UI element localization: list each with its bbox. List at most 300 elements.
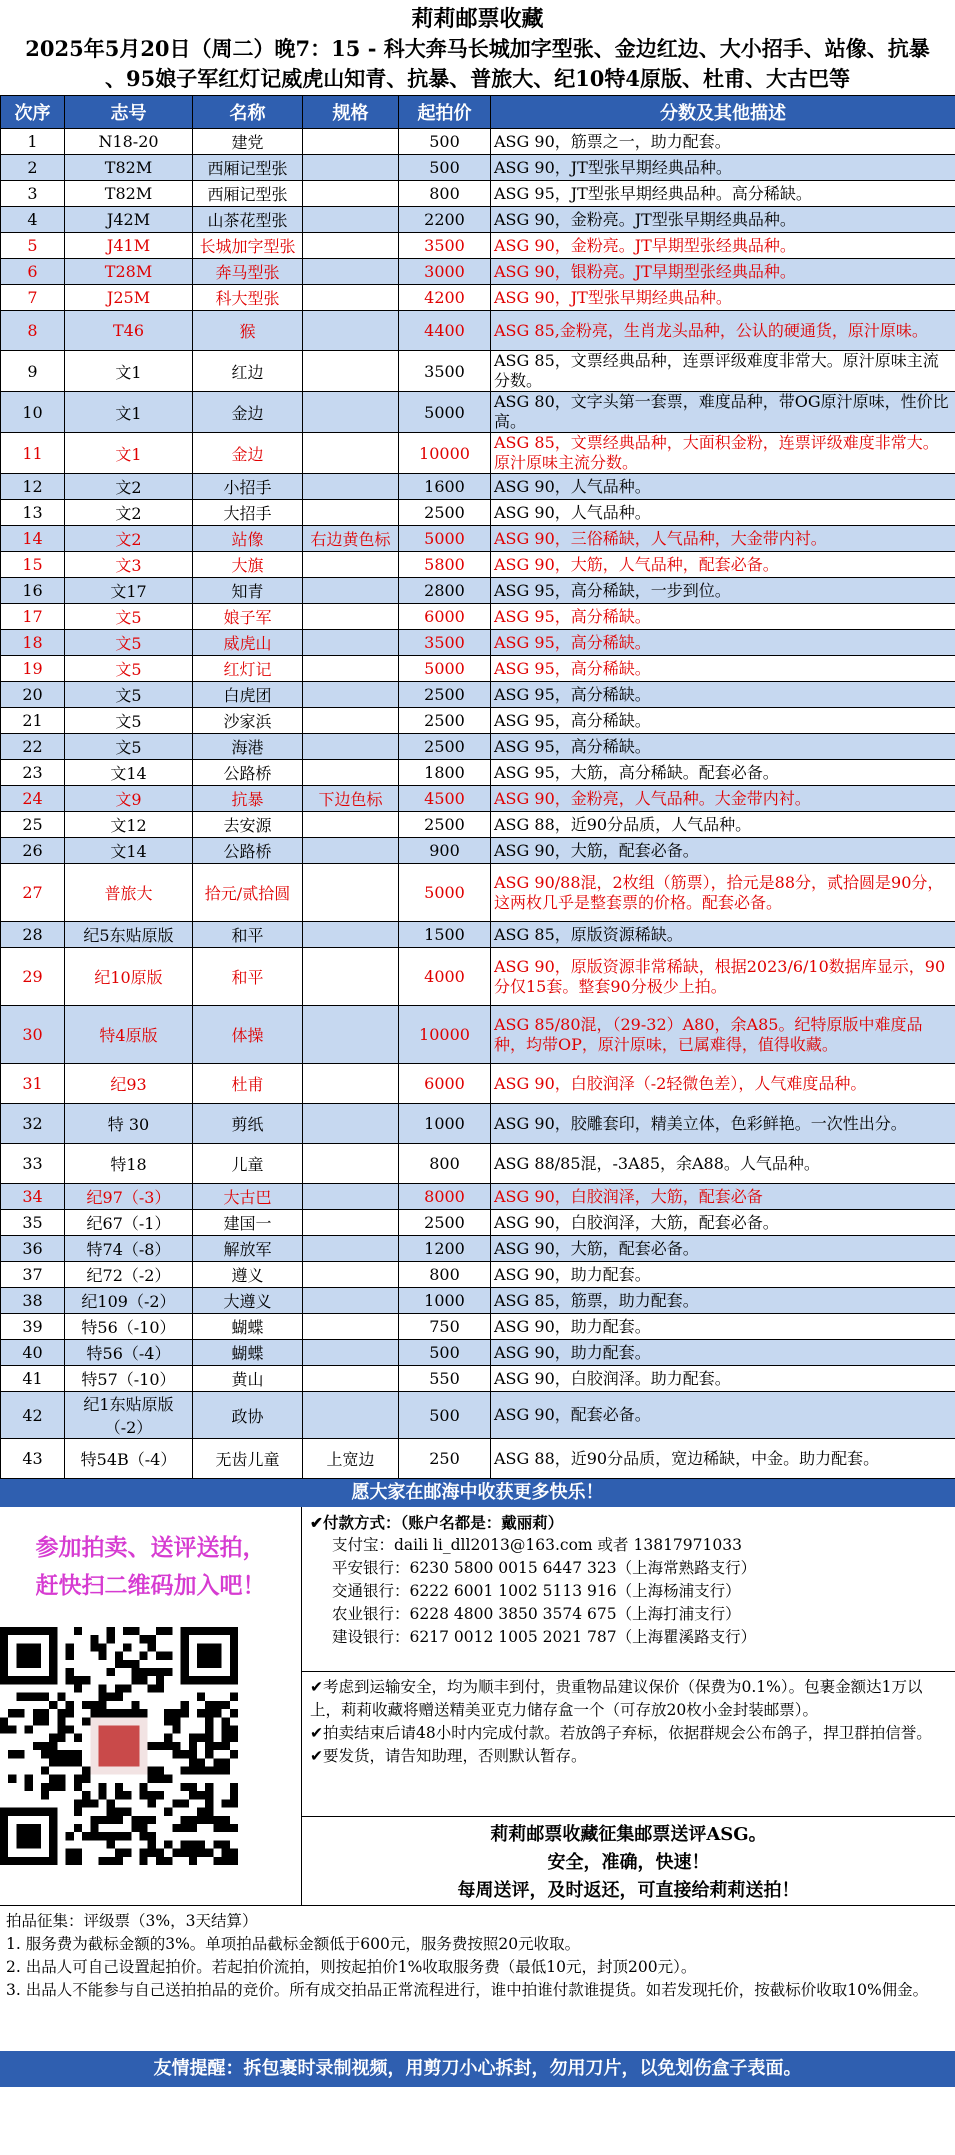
row-name: 黄山 bbox=[193, 1366, 303, 1392]
row-spec bbox=[303, 129, 399, 155]
info-right bbox=[302, 1507, 955, 1905]
page-header bbox=[0, 0, 955, 95]
table-row bbox=[1, 734, 955, 760]
row-no: 33 bbox=[1, 1144, 65, 1184]
row-code: 文3 bbox=[65, 552, 193, 578]
row-spec bbox=[303, 500, 399, 526]
row-price: 800 bbox=[399, 181, 491, 207]
promo-panel bbox=[0, 1507, 302, 1905]
row-desc: ASG 90，大筋，人气品种，配套必备。 bbox=[491, 552, 955, 578]
row-price: 2500 bbox=[399, 734, 491, 760]
table-row bbox=[1, 1288, 955, 1314]
row-name: 和平 bbox=[193, 948, 303, 1006]
row-desc: ASG 85，文票经典品种，大面积金粉，连票评级难度非常大。原汁原味主流分数。 bbox=[491, 433, 955, 474]
row-no: 34 bbox=[1, 1184, 65, 1210]
row-no: 2 bbox=[1, 155, 65, 181]
terms-item: 3. 出品人不能参与自己送拍拍品的竞价。所有成交拍品正常流程进行，谁中拍谁付款谁提货。如若发现托价，按截标价收取10%佣金。 bbox=[6, 1981, 929, 1999]
row-no: 24 bbox=[1, 786, 65, 812]
table-row bbox=[1, 760, 955, 786]
row-price: 2500 bbox=[399, 708, 491, 734]
row-code: 纪97（-3） bbox=[65, 1184, 193, 1210]
row-spec bbox=[303, 233, 399, 259]
col-name: 名称 bbox=[193, 96, 303, 129]
payment-info bbox=[302, 1507, 955, 1671]
row-code: 纪10原版 bbox=[65, 948, 193, 1006]
auction-table bbox=[0, 95, 955, 1479]
warning-banner: 友情提醒：拆包裹时录制视频，用剪刀小心拆封，勿用刀片，以免划伤盒子表面。 bbox=[0, 2051, 955, 2087]
row-desc: ASG 85，文票经典品种，连票评级难度非常大。原汁原味主流分数。 bbox=[491, 351, 955, 392]
row-spec bbox=[303, 1340, 399, 1366]
table-row bbox=[1, 838, 955, 864]
row-desc: ASG 90，助力配套。 bbox=[491, 1314, 955, 1340]
row-spec bbox=[303, 922, 399, 948]
col-spec: 规格 bbox=[303, 96, 399, 129]
row-spec bbox=[303, 656, 399, 682]
table-row bbox=[1, 433, 955, 474]
table-header-row bbox=[1, 96, 955, 129]
row-name: 白虎团 bbox=[193, 682, 303, 708]
table-row bbox=[1, 129, 955, 155]
table-row bbox=[1, 812, 955, 838]
row-no: 42 bbox=[1, 1392, 65, 1439]
row-name: 儿童 bbox=[193, 1144, 303, 1184]
row-price: 500 bbox=[399, 155, 491, 181]
row-name: 金边 bbox=[193, 433, 303, 474]
greeting-banner: 愿大家在邮海中收获更多快乐！ bbox=[0, 1479, 955, 1507]
row-code: 特4原版 bbox=[65, 1006, 193, 1064]
row-code: 纪5东贴原版 bbox=[65, 922, 193, 948]
row-spec bbox=[303, 392, 399, 433]
row-no: 40 bbox=[1, 1340, 65, 1366]
row-desc: ASG 90，大筋，配套必备。 bbox=[491, 1236, 955, 1262]
row-no: 30 bbox=[1, 1006, 65, 1064]
row-desc: ASG 95，JT型张早期经典品种。高分稀缺。 bbox=[491, 181, 955, 207]
row-no: 8 bbox=[1, 311, 65, 351]
row-price: 10000 bbox=[399, 433, 491, 474]
row-price: 500 bbox=[399, 129, 491, 155]
row-price: 1000 bbox=[399, 1104, 491, 1144]
row-no: 7 bbox=[1, 285, 65, 311]
bank-line: 平安银行：6230 5800 0015 6447 323（上海常熟路支行） bbox=[332, 1559, 757, 1577]
terms-item: 1. 服务费为截标金额的3%。单项拍品截标金额低于600元，服务费按照20元收取。 bbox=[6, 1935, 581, 1953]
row-desc: ASG 88，近90分品质，人气品种。 bbox=[491, 812, 955, 838]
row-name: 西厢记型张 bbox=[193, 155, 303, 181]
row-desc: ASG 90，白胶润泽。助力配套。 bbox=[491, 1366, 955, 1392]
row-code: 特18 bbox=[65, 1144, 193, 1184]
row-desc: ASG 85，原版资源稀缺。 bbox=[491, 922, 955, 948]
row-no: 18 bbox=[1, 630, 65, 656]
table-row bbox=[1, 1064, 955, 1104]
row-spec bbox=[303, 760, 399, 786]
row-code: 文1 bbox=[65, 392, 193, 433]
row-code: 特56（-10） bbox=[65, 1314, 193, 1340]
row-price: 2500 bbox=[399, 812, 491, 838]
row-price: 10000 bbox=[399, 1006, 491, 1064]
table-row bbox=[1, 922, 955, 948]
table-row bbox=[1, 948, 955, 1006]
row-spec bbox=[303, 1392, 399, 1439]
row-code: 文5 bbox=[65, 656, 193, 682]
row-spec bbox=[303, 578, 399, 604]
row-code: 纪1东贴原版（-2） bbox=[65, 1392, 193, 1439]
row-no: 17 bbox=[1, 604, 65, 630]
row-name: 知青 bbox=[193, 578, 303, 604]
row-no: 27 bbox=[1, 864, 65, 922]
row-name: 政协 bbox=[193, 1392, 303, 1439]
promo-line-1: 参加拍卖、送评送拍， bbox=[35, 1534, 266, 1561]
table-row bbox=[1, 1392, 955, 1439]
row-desc: ASG 95，大筋，高分稀缺。配套必备。 bbox=[491, 760, 955, 786]
row-no: 29 bbox=[1, 948, 65, 1006]
table-row bbox=[1, 474, 955, 500]
row-price: 5000 bbox=[399, 656, 491, 682]
row-no: 37 bbox=[1, 1262, 65, 1288]
row-name: 威虎山 bbox=[193, 630, 303, 656]
row-code: T46 bbox=[65, 311, 193, 351]
row-no: 10 bbox=[1, 392, 65, 433]
row-no: 11 bbox=[1, 433, 65, 474]
row-no: 20 bbox=[1, 682, 65, 708]
row-price: 5800 bbox=[399, 552, 491, 578]
table-row bbox=[1, 351, 955, 392]
row-spec bbox=[303, 734, 399, 760]
table-row bbox=[1, 500, 955, 526]
table-row bbox=[1, 656, 955, 682]
row-spec: 上宽边 bbox=[303, 1439, 399, 1479]
row-price: 3000 bbox=[399, 259, 491, 285]
row-price: 3500 bbox=[399, 233, 491, 259]
row-desc: ASG 88/85混，-3A85，余A88。人气品种。 bbox=[491, 1144, 955, 1184]
row-code: 文2 bbox=[65, 500, 193, 526]
alipay-line: 支付宝：daili li_dll2013@163.com 或者 13817971033 bbox=[332, 1536, 742, 1554]
row-code: 特 30 bbox=[65, 1104, 193, 1144]
row-price: 750 bbox=[399, 1314, 491, 1340]
row-price: 800 bbox=[399, 1144, 491, 1184]
row-desc: ASG 95，高分稀缺，一步到位。 bbox=[491, 578, 955, 604]
row-no: 1 bbox=[1, 129, 65, 155]
row-spec bbox=[303, 708, 399, 734]
row-name: 小招手 bbox=[193, 474, 303, 500]
row-price: 2500 bbox=[399, 500, 491, 526]
row-code: 文12 bbox=[65, 812, 193, 838]
row-desc: ASG 90，大筋，配套必备。 bbox=[491, 838, 955, 864]
table-row bbox=[1, 1210, 955, 1236]
row-price: 6000 bbox=[399, 604, 491, 630]
row-code: 文9 bbox=[65, 786, 193, 812]
table-row bbox=[1, 1340, 955, 1366]
row-no: 19 bbox=[1, 656, 65, 682]
row-code: T28M bbox=[65, 259, 193, 285]
row-name: 抗暴 bbox=[193, 786, 303, 812]
row-spec bbox=[303, 181, 399, 207]
row-no: 14 bbox=[1, 526, 65, 552]
row-code: J42M bbox=[65, 207, 193, 233]
row-code: 文5 bbox=[65, 682, 193, 708]
row-name: 解放军 bbox=[193, 1236, 303, 1262]
shipping-notes bbox=[302, 1671, 955, 1816]
row-spec bbox=[303, 207, 399, 233]
row-spec bbox=[303, 433, 399, 474]
row-desc: ASG 85,金粉亮，生肖龙头品种，公认的硬通货，原汁原味。 bbox=[491, 311, 955, 351]
table-row bbox=[1, 1366, 955, 1392]
row-name: 和平 bbox=[193, 922, 303, 948]
row-no: 26 bbox=[1, 838, 65, 864]
row-no: 35 bbox=[1, 1210, 65, 1236]
table-row bbox=[1, 786, 955, 812]
auction-subtitle-1: 2025年5月20日（周二）晚7：15 - 科大奔马长城加字型张、金边红边、大小招手、站像、抗暴 bbox=[25, 36, 930, 61]
asg-promo bbox=[302, 1816, 955, 1905]
row-price: 550 bbox=[399, 1366, 491, 1392]
row-desc: ASG 90，JT型张早期经典品种。 bbox=[491, 285, 955, 311]
row-no: 6 bbox=[1, 259, 65, 285]
row-no: 9 bbox=[1, 351, 65, 392]
row-code: 纪72（-2） bbox=[65, 1262, 193, 1288]
row-desc: ASG 95，高分稀缺。 bbox=[491, 708, 955, 734]
row-no: 43 bbox=[1, 1439, 65, 1479]
row-spec bbox=[303, 552, 399, 578]
row-spec bbox=[303, 1262, 399, 1288]
row-code: 文5 bbox=[65, 630, 193, 656]
row-code: 普旅大 bbox=[65, 864, 193, 922]
row-code: 文1 bbox=[65, 351, 193, 392]
row-desc: ASG 85，筋票，助力配套。 bbox=[491, 1288, 955, 1314]
terms-title: 拍品征集：评级票（3%，3天结算） bbox=[6, 1912, 258, 1930]
row-desc: ASG 90，人气品种。 bbox=[491, 500, 955, 526]
row-code: 文5 bbox=[65, 604, 193, 630]
row-price: 3500 bbox=[399, 351, 491, 392]
row-code: 文2 bbox=[65, 526, 193, 552]
row-name: 杜甫 bbox=[193, 1064, 303, 1104]
row-code: 特57（-10） bbox=[65, 1366, 193, 1392]
row-desc: ASG 90，白胶润泽（-2轻微色差），人气难度品种。 bbox=[491, 1064, 955, 1104]
row-desc: ASG 80，文字头第一套票，难度品种，带OG原汁原味，性价比高。 bbox=[491, 392, 955, 433]
row-price: 5000 bbox=[399, 864, 491, 922]
row-desc: ASG 95，高分稀缺。 bbox=[491, 604, 955, 630]
table-row bbox=[1, 392, 955, 433]
table-row bbox=[1, 604, 955, 630]
asg-line-2: 安全，准确，快速！ bbox=[547, 1852, 710, 1873]
row-price: 4400 bbox=[399, 311, 491, 351]
info-section bbox=[0, 1507, 955, 1906]
row-no: 28 bbox=[1, 922, 65, 948]
table-row bbox=[1, 155, 955, 181]
row-spec bbox=[303, 812, 399, 838]
payment-title: ✔付款方式：（账户名都是：戴丽莉） bbox=[310, 1513, 564, 1532]
promo-line-2: 赶快扫二维码加入吧！ bbox=[35, 1572, 266, 1599]
row-desc: ASG 95，高分稀缺。 bbox=[491, 656, 955, 682]
table-row bbox=[1, 1236, 955, 1262]
row-code: 文14 bbox=[65, 760, 193, 786]
row-name: 娘子军 bbox=[193, 604, 303, 630]
row-no: 13 bbox=[1, 500, 65, 526]
row-no: 32 bbox=[1, 1104, 65, 1144]
table-row bbox=[1, 630, 955, 656]
row-name: 公路桥 bbox=[193, 760, 303, 786]
row-name: 建国一 bbox=[193, 1210, 303, 1236]
row-price: 3500 bbox=[399, 630, 491, 656]
row-price: 1800 bbox=[399, 760, 491, 786]
row-name: 建党 bbox=[193, 129, 303, 155]
row-code: 文17 bbox=[65, 578, 193, 604]
page-title: 莉莉邮票收藏 bbox=[411, 6, 544, 32]
row-no: 31 bbox=[1, 1064, 65, 1104]
table-row bbox=[1, 207, 955, 233]
row-code: 纪93 bbox=[65, 1064, 193, 1104]
row-spec bbox=[303, 259, 399, 285]
row-spec bbox=[303, 1144, 399, 1184]
row-no: 4 bbox=[1, 207, 65, 233]
row-spec bbox=[303, 1314, 399, 1340]
row-spec bbox=[303, 1184, 399, 1210]
table-row bbox=[1, 1314, 955, 1340]
row-price: 6000 bbox=[399, 1064, 491, 1104]
row-price: 1500 bbox=[399, 922, 491, 948]
bank-line: 农业银行：6228 4800 3850 3574 675（上海打浦支行） bbox=[332, 1605, 741, 1623]
row-name: 沙家浜 bbox=[193, 708, 303, 734]
row-name: 山茶花型张 bbox=[193, 207, 303, 233]
row-no: 21 bbox=[1, 708, 65, 734]
table-row bbox=[1, 1104, 955, 1144]
row-desc: ASG 90，人气品种。 bbox=[491, 474, 955, 500]
promo-slogan bbox=[0, 1529, 301, 1605]
row-desc: ASG 90，银粉亮。JT早期型张经典品种。 bbox=[491, 259, 955, 285]
row-code: 文5 bbox=[65, 734, 193, 760]
row-code: 特74（-8） bbox=[65, 1236, 193, 1262]
row-desc: ASG 95，高分稀缺。 bbox=[491, 734, 955, 760]
row-no: 41 bbox=[1, 1366, 65, 1392]
qr-code-icon[interactable] bbox=[0, 1627, 238, 1865]
row-spec bbox=[303, 838, 399, 864]
row-no: 16 bbox=[1, 578, 65, 604]
row-name: 红灯记 bbox=[193, 656, 303, 682]
row-no: 3 bbox=[1, 181, 65, 207]
row-spec bbox=[303, 311, 399, 351]
table-row bbox=[1, 285, 955, 311]
row-spec bbox=[303, 1006, 399, 1064]
row-desc: ASG 90，筋票之一，助力配套。 bbox=[491, 129, 955, 155]
row-no: 36 bbox=[1, 1236, 65, 1262]
row-name: 去安源 bbox=[193, 812, 303, 838]
row-spec bbox=[303, 1210, 399, 1236]
row-desc: ASG 90，三俗稀缺，人气品种，大金带内衬。 bbox=[491, 526, 955, 552]
table-body bbox=[1, 129, 955, 1479]
row-name: 西厢记型张 bbox=[193, 181, 303, 207]
row-price: 2500 bbox=[399, 1210, 491, 1236]
row-desc: ASG 90/88混，2枚组（筋票），拾元是88分，贰拾圆是90分，这两枚几乎是整套票的价格。配套必备。 bbox=[491, 864, 955, 922]
row-spec: 右边黄色标 bbox=[303, 526, 399, 552]
row-no: 22 bbox=[1, 734, 65, 760]
table-row bbox=[1, 181, 955, 207]
asg-line-3: 每周送评，及时返还，可直接给莉莉送拍！ bbox=[457, 1880, 800, 1901]
row-price: 4000 bbox=[399, 948, 491, 1006]
consignment-terms bbox=[0, 1906, 955, 2051]
row-code: 纪109（-2） bbox=[65, 1288, 193, 1314]
row-name: 大旗 bbox=[193, 552, 303, 578]
row-desc: ASG 90，JT型张早期经典品种。 bbox=[491, 155, 955, 181]
row-price: 500 bbox=[399, 1340, 491, 1366]
row-desc: ASG 85/80混，（29-32）A80，余A85。纪特原版中难度品种，均带OP，原汁原味，已属难得，值得收藏。 bbox=[491, 1006, 955, 1064]
row-spec bbox=[303, 682, 399, 708]
row-name: 蝴蝶 bbox=[193, 1340, 303, 1366]
row-spec bbox=[303, 1104, 399, 1144]
terms-item: 2. 出品人可自己设置起拍价。若起拍价流拍，则按起拍价1%收取服务费（最低10元，封顶200元）。 bbox=[6, 1958, 697, 1976]
row-name: 科大型张 bbox=[193, 285, 303, 311]
row-code: 特56（-4） bbox=[65, 1340, 193, 1366]
row-code: J25M bbox=[65, 285, 193, 311]
row-name: 体操 bbox=[193, 1006, 303, 1064]
row-price: 800 bbox=[399, 1262, 491, 1288]
col-no: 次序 bbox=[1, 96, 65, 129]
row-desc: ASG 95，高分稀缺。 bbox=[491, 682, 955, 708]
row-price: 4500 bbox=[399, 786, 491, 812]
row-name: 拾元/贰拾圆 bbox=[193, 864, 303, 922]
row-desc: ASG 90，金粉亮。JT早期型张经典品种。 bbox=[491, 233, 955, 259]
row-name: 剪纸 bbox=[193, 1104, 303, 1144]
table-row bbox=[1, 259, 955, 285]
row-desc: ASG 90，助力配套。 bbox=[491, 1340, 955, 1366]
row-name: 大招手 bbox=[193, 500, 303, 526]
row-desc: ASG 95，高分稀缺。 bbox=[491, 630, 955, 656]
note-payment-deadline: ✔拍卖结束后请48小时内完成付款。若放鸽子弃标，依据群规会公布鸽子，捍卫群拍信誉。 bbox=[310, 1724, 932, 1743]
row-price: 1000 bbox=[399, 1288, 491, 1314]
row-spec bbox=[303, 474, 399, 500]
row-price: 2200 bbox=[399, 207, 491, 233]
row-spec bbox=[303, 351, 399, 392]
row-name: 遵义 bbox=[193, 1262, 303, 1288]
row-name: 大遵义 bbox=[193, 1288, 303, 1314]
row-name: 长城加字型张 bbox=[193, 233, 303, 259]
auction-subtitle-2: 、95娘子军红灯记威虎山知青、抗暴、普旅大、纪10特4原版、杜甫、大古巴等 bbox=[104, 66, 851, 91]
row-code: 文5 bbox=[65, 708, 193, 734]
row-code: 纪67（-1） bbox=[65, 1210, 193, 1236]
table-row bbox=[1, 1144, 955, 1184]
asg-line-1: 莉莉邮票收藏征集邮票送评ASG。 bbox=[490, 1824, 767, 1845]
row-desc: ASG 88，近90分品质，宽边稀缺，中金。助力配套。 bbox=[491, 1439, 955, 1479]
row-desc: ASG 90，白胶润泽，大筋，配套必备。 bbox=[491, 1210, 955, 1236]
row-name: 站像 bbox=[193, 526, 303, 552]
row-price: 2500 bbox=[399, 682, 491, 708]
row-name: 蝴蝶 bbox=[193, 1314, 303, 1340]
table-row bbox=[1, 526, 955, 552]
note-delivery: ✔要发货，请告知助理，否则默认暂存。 bbox=[310, 1747, 587, 1766]
row-name: 奔马型张 bbox=[193, 259, 303, 285]
table-row bbox=[1, 864, 955, 922]
table-row bbox=[1, 708, 955, 734]
row-no: 38 bbox=[1, 1288, 65, 1314]
row-price: 900 bbox=[399, 838, 491, 864]
row-desc: ASG 90，白胶润泽，大筋，配套必备 bbox=[491, 1184, 955, 1210]
row-spec bbox=[303, 864, 399, 922]
row-price: 5000 bbox=[399, 392, 491, 433]
row-price: 5000 bbox=[399, 526, 491, 552]
row-no: 23 bbox=[1, 760, 65, 786]
row-spec bbox=[303, 1288, 399, 1314]
row-desc: ASG 90，金粉亮，人气品种。大金带内衬。 bbox=[491, 786, 955, 812]
row-name: 猴 bbox=[193, 311, 303, 351]
row-price: 4200 bbox=[399, 285, 491, 311]
table-row bbox=[1, 311, 955, 351]
row-spec bbox=[303, 604, 399, 630]
row-code: 文1 bbox=[65, 433, 193, 474]
row-no: 5 bbox=[1, 233, 65, 259]
row-name: 大古巴 bbox=[193, 1184, 303, 1210]
table-row bbox=[1, 1262, 955, 1288]
row-spec bbox=[303, 1366, 399, 1392]
row-desc: ASG 90，胶雕套印，精美立体，色彩鲜艳。一次性出分。 bbox=[491, 1104, 955, 1144]
row-code: N18-20 bbox=[65, 129, 193, 155]
row-spec bbox=[303, 1236, 399, 1262]
row-spec bbox=[303, 948, 399, 1006]
